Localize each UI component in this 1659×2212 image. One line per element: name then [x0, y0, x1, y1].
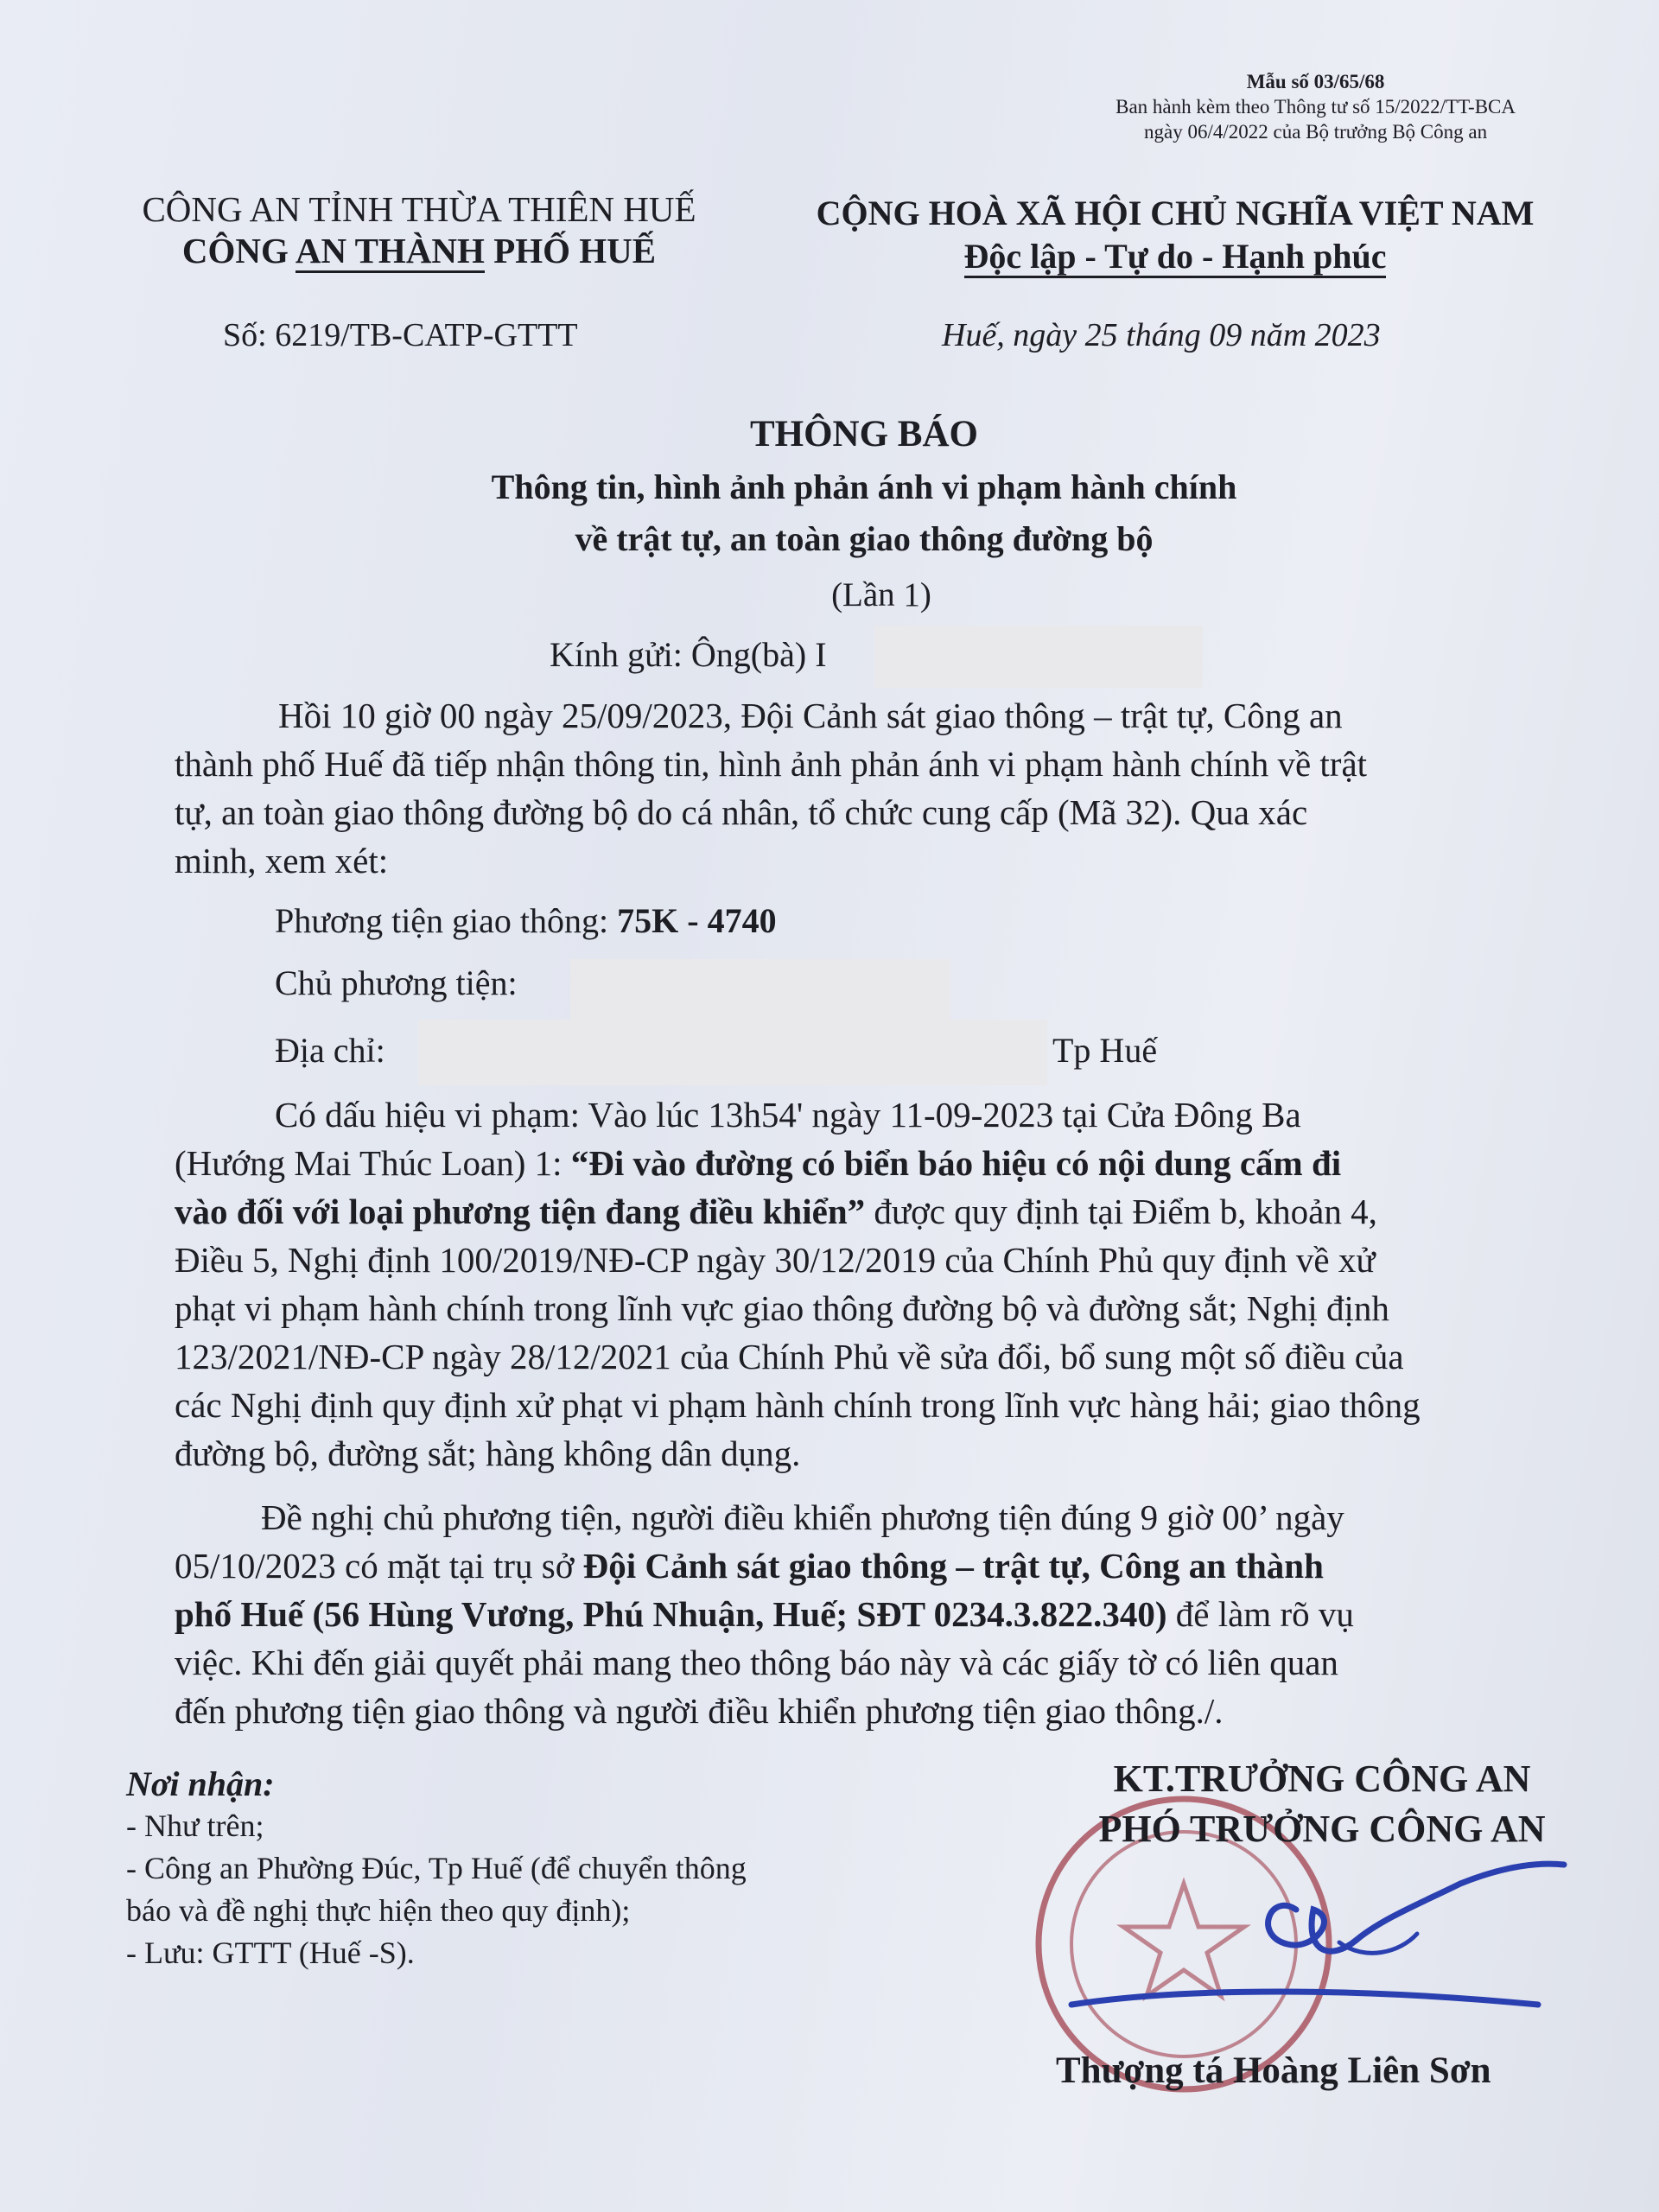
notice-count: (Lần 1) [831, 576, 931, 613]
signature-title: KT.TRƯỞNG CÔNG AN PHÓ TRƯỞNG CÔNG AN [1098, 1758, 1546, 1850]
nation-name: CỘNG HOÀ XÃ HỘI CHỦ NGHĨA VIỆT NAM [816, 194, 1535, 232]
address-line: Địa chỉ: [275, 1031, 385, 1070]
violation-paragraph: Có dấu hiệu vi phạm: Vào lúc 13h54' ngày 11-09-2023 tại Cửa Đông Ba (Hướng Mai Thúc Loan) 1: “Đi vào đường có biển báo hiệu có nội dung cấm đi vào đối với loại phương tiện đang điều khiển” được quy định tại Điểm b, khoản 4, Điều 5, Nghị định 100/2019/NĐ-CP ngày 30/12/2019 của Chính Phủ quy định về xử phạt vi phạm hành chính trong lĩnh vực giao thông đường bộ và đường sắt; Nghị định 123/2021/NĐ-CP ngày 28/12/2021 của Chính Phủ về sửa đổi, bổ sung một số điều của các Nghị định quy định xử phạt vi phạm hành chính trong lĩnh vực hàng hải; giao thông đường bộ, đường sắt; hàng không dân dụng. [175, 1095, 1421, 1473]
greeting: Kính gửi: Ông(bà) I [550, 635, 827, 674]
document-subtitle [0, 461, 1659, 565]
owner-line: Chủ phương tiện: [275, 963, 518, 1002]
nation-motto: Độc lập - Tự do - Hạnh phúc [964, 238, 1387, 278]
handwritten-signature-icon [1054, 1858, 1573, 2022]
vehicle-line: Phương tiện giao thông: 75K - 4740 [275, 901, 777, 940]
recipients-block: Nơi nhận: - Như trên; - Công an Phường Đúc, Tp Huế (để chuyển thông báo và đề nghị thực hiện theo quy định); - Lưu: GTTT (Huế -S). [126, 1764, 747, 1970]
subtitle-line-2: về trật tự, an toàn giao thông đường bộ [575, 519, 1154, 558]
redaction-name [874, 626, 1203, 688]
redaction-address [418, 1020, 1047, 1085]
form-header-date: ngày 06/4/2022 của Bộ trưởng Bộ Công an [1144, 121, 1488, 143]
subtitle-line-1: Thông tin, hình ảnh phản ánh vi phạm hành chính [491, 467, 1237, 506]
request-paragraph: Đề nghị chủ phương tiện, người điều khiển phương tiện đúng 9 giờ 00’ ngày 05/10/2023 có mặt tại trụ sở Đội Cảnh sát giao thông – trật tự, Công an thành phố Huế (56 Hùng Vương, Phú Nhuận, Huế; SĐT 0234.3.822.340) để làm rõ vụ việc. Khi đến giải quyết phải mang theo thông báo này và các giấy tờ có liên quan đến phương tiện giao thông và người điều khiển phương tiện giao thông./. [175, 1497, 1354, 1731]
address-city: Tp Huế [1052, 1031, 1158, 1070]
unit-agency: CÔNG AN THÀNH PHỐ HUẾ [104, 230, 734, 271]
form-number: Mẫu số 03/65/68 [1246, 71, 1385, 92]
intro-paragraph: Hồi 10 giờ 00 ngày 25/09/2023, Đội Cảnh sát giao thông – trật tự, Công an thành phố Huế đã tiếp nhận thông tin, hình ảnh phản ánh vi phạm hành chính về trật tự, an toàn giao thông đường bộ do cá nhân, tổ chức cung cấp (Mã 32). Qua xác minh, xem xét: [175, 696, 1368, 880]
vehicle-plate: 75K - 4740 [617, 901, 777, 940]
signer-name: Thượng tá Hoàng Liên Sơn [1056, 2050, 1491, 2091]
national-heading [778, 192, 1573, 278]
form-header [1116, 69, 1516, 144]
document-title: THÔNG BÁO [749, 414, 978, 454]
form-header-circular: Ban hành kèm theo Thông tư số 15/2022/TT-BCA [1116, 96, 1516, 118]
document-number: Số: 6219/TB-CATP-GTTT [223, 317, 578, 353]
place-date: Huế, ngày 25 tháng 09 năm 2023 [942, 317, 1381, 353]
issuing-agency [104, 188, 734, 271]
redaction-owner [570, 959, 950, 1023]
recipients-heading: Nơi nhận: [126, 1764, 275, 1803]
parent-agency: CÔNG AN TỈNH THỪA THIÊN HUẾ [142, 189, 696, 229]
